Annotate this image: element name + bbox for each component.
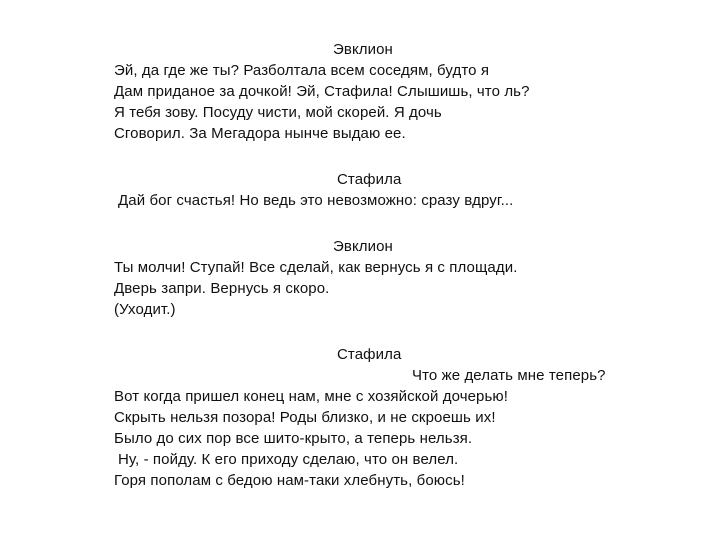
verse-line: Я тебя зову. Посуду чисти, мой скорей. Я дочь (114, 104, 442, 121)
speaker-name-euclio-1: Эвклион (333, 41, 393, 58)
verse-line: Ты молчи! Ступай! Все сделай, как вернусь я с площади. (114, 259, 518, 276)
verse-line: Горя пополам с бедою нам-таки хлебнуть, боюсь! (114, 472, 465, 489)
stage-direction: (Уходит.) (114, 301, 176, 318)
speaker-name-euclio-2: Эвклион (333, 238, 393, 255)
verse-line: Дай бог счастья! Но ведь это невозможно: сразу вдруг... (118, 192, 514, 209)
speaker-name-staphyla-1: Стафила (337, 171, 402, 188)
verse-line: Было до сих пор все шито-крыто, а теперь нельзя. (114, 430, 473, 447)
verse-line: Вот когда пришел конец нам, мне с хозяйской дочерью! (114, 388, 509, 405)
verse-line: Скрыть нельзя позора! Роды близко, и не скроешь их! (114, 409, 496, 426)
verse-line: Эй, да где же ты? Разболтала всем соседям, будто я (114, 62, 490, 79)
verse-line: Сговорил. За Мегадора нынче выдаю ее. (114, 125, 406, 142)
verse-line: Дверь запри. Вернусь я скоро. (114, 280, 330, 297)
verse-line: Дам приданое за дочкой! Эй, Стафила! Слышишь, что ль? (114, 83, 530, 100)
verse-line: Что же делать мне теперь? (412, 367, 606, 384)
speaker-name-staphyla-2: Стафила (337, 346, 402, 363)
verse-line: Ну, - пойду. К его приходу сделаю, что он велел. (118, 451, 459, 468)
